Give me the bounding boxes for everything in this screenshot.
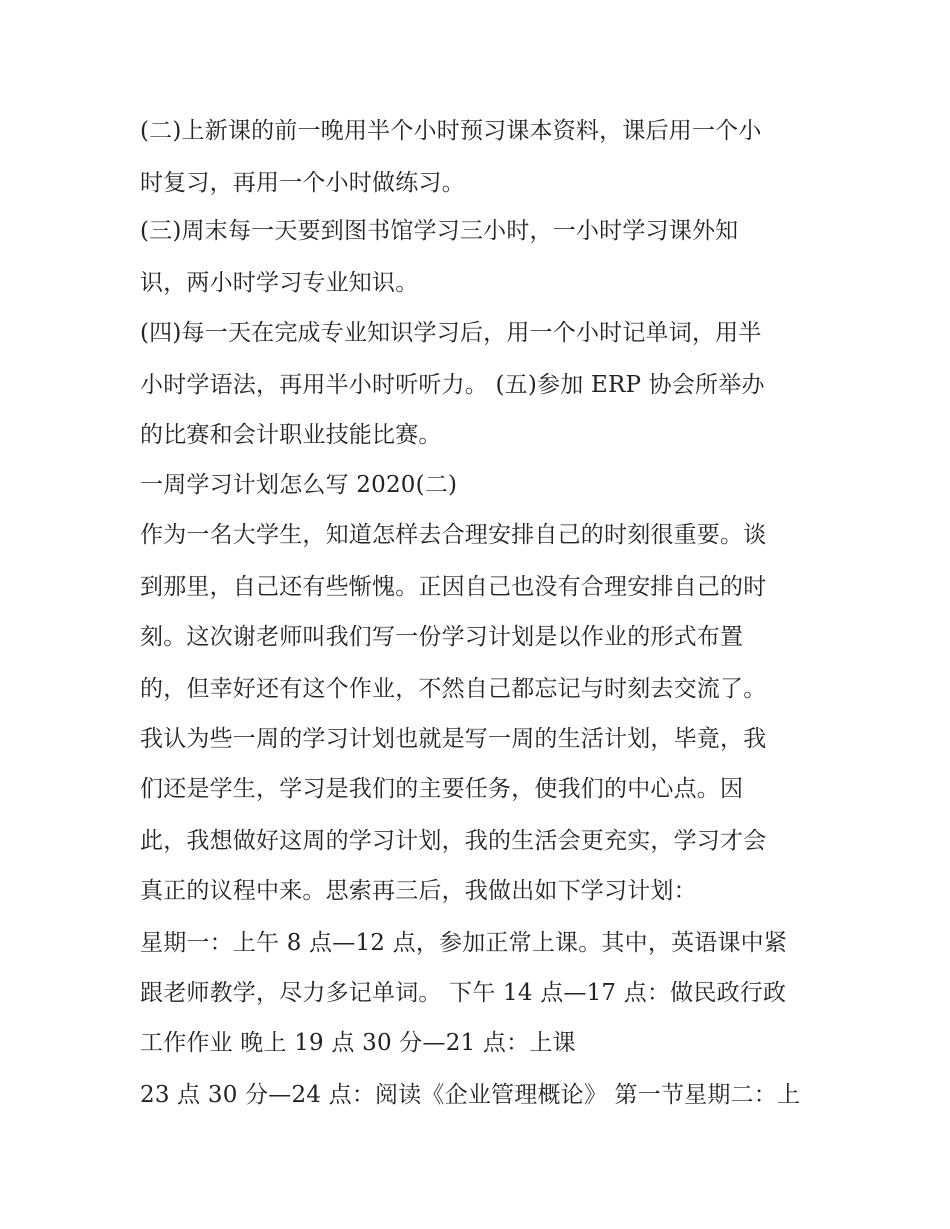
text-line: 到那里，自己还有些惭愧。正因自己也没有合理安排自己的时 bbox=[140, 574, 767, 600]
text-line: 的，但幸好还有这个作业，不然自己都忘记与时刻去交流了。 bbox=[140, 676, 767, 702]
text-line: 此，我想做好这周的学习计划，我的生活会更充实，学习才会 bbox=[140, 828, 767, 854]
text-line: 刻。这次谢老师叫我们写一份学习计划是以作业的形式布置 bbox=[140, 624, 744, 650]
text-line: 的比赛和会计职业技能比赛。 bbox=[140, 422, 442, 448]
text-line: (三)周末每一天要到图书馆学习三小时，一小时学习课外知 bbox=[140, 218, 739, 244]
text-line: 星期一：上午 8 点—12 点，参加正常上课。其中，英语课中紧 bbox=[140, 930, 788, 956]
text-line: 跟老师教学，尽力多记单词。 下午 14 点—17 点：做民政行政 bbox=[140, 980, 787, 1006]
text-line: 时复习，再用一个小时做练习。 bbox=[140, 170, 465, 196]
text-line: 我认为些一周的学习计划也就是写一周的生活计划，毕竟，我 bbox=[140, 726, 767, 752]
text-line: 作为一名大学生，知道怎样去合理安排自己的时刻很重要。谈 bbox=[140, 522, 767, 548]
text-line: 23 点 30 分—24 点：阅读《企业管理概论》 第一节星期二：上 bbox=[140, 1082, 801, 1108]
text-line: (四)每一天在完成专业知识学习后，用一个小时记单词，用半 bbox=[140, 320, 762, 346]
text-line: (二)上新课的前一晚用半个小时预习课本资料，课后用一个小 bbox=[140, 118, 762, 144]
section-heading: 一周学习计划怎么写 2020(二) bbox=[140, 472, 458, 498]
text-line: 们还是学生，学习是我们的主要任务，使我们的中心点。因 bbox=[140, 776, 744, 802]
text-line: 小时学语法，再用半小时听听力。 (五)参加 ERP 协会所举办 bbox=[140, 372, 765, 398]
text-line: 识，两小时学习专业知识。 bbox=[140, 270, 419, 296]
text-line: 真正的议程中来。思索再三后，我做出如下学习计划： bbox=[140, 878, 697, 904]
text-line: 工作作业 晚上 19 点 30 分—21 点：上课 bbox=[140, 1030, 576, 1056]
